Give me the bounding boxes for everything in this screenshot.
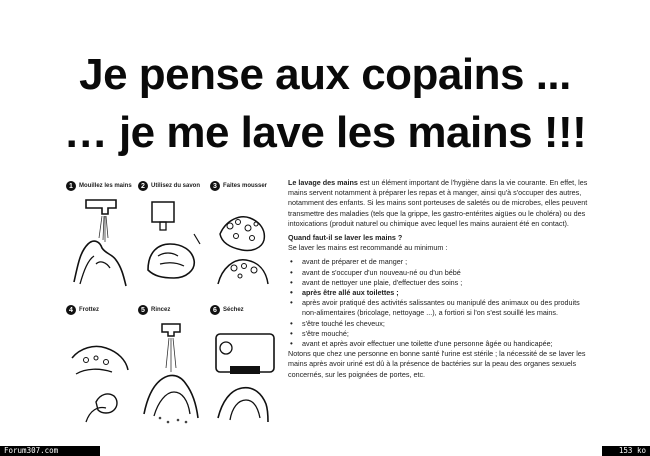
lather-icon	[210, 194, 280, 290]
step-5	[138, 304, 208, 428]
soap-icon	[138, 194, 208, 290]
step-3	[210, 180, 280, 290]
note-paragraph: Notons que chez une personne en bonne santé l'urine est stérile ; la nécessité de se laver les mains après avoir uriné est dû à la présence de bactéries sur la peau des organes sexuels concernés, sur les poignées de portes, etc.	[288, 349, 586, 379]
step-5-label: Rincez	[151, 307, 171, 313]
list-item: • avant de préparer et de manger ;	[288, 257, 588, 267]
list-item: • après être allé aux toilettes ;	[288, 288, 588, 298]
step-6-label: Séchez	[223, 307, 244, 313]
step-3-label: Faites mousser	[223, 183, 268, 189]
step-4-number: 4	[66, 305, 76, 315]
list-item: • avant de s'occuper d'un nouveau-né ou d'un bébé	[288, 268, 588, 278]
step-5-number: 5	[138, 305, 148, 315]
step-2	[138, 180, 208, 290]
list-item: • avant et après avoir effectuer une toilette d'une personne âgée ou handicapée;	[288, 339, 588, 349]
dry-icon	[210, 318, 280, 428]
list-item: • s'être touché les cheveux;	[288, 319, 588, 329]
handwashing-steps	[66, 180, 280, 438]
step-4	[66, 304, 136, 428]
step-6	[210, 304, 280, 428]
intro-paragraph	[288, 178, 588, 229]
info-text	[288, 178, 588, 380]
step-1-number: 1	[66, 181, 76, 191]
footer-file-size: 153 ko	[602, 446, 650, 456]
list-item: • après avoir pratiqué des activités salissantes ou manipulé des animaux ou des produits non-alimentaires (bricolage, nettoyage ...), a fortiori si l'on s'est souillé les mains.	[288, 298, 588, 318]
recommendation-subtitle: Se laver les mains est recommandé au minimum :	[288, 243, 448, 253]
list-item: • avant de nettoyer une plaie, d'effectuer des soins ;	[288, 278, 588, 288]
wet-hands-icon	[66, 194, 136, 290]
step-1-label: Mouillez les mains	[79, 183, 132, 189]
intro-rest: est un élément important de l'hygiène dans la vie courante. En effet, les mains servent notamment à préparer les repas et à manger, ainsi qu'à s'occuper des autres, notamment des enfants. Si les mains sont porteuses de saletés ou de microbes, elles peuvent transmettre des maladies (tels que la grippe, les gastro-entérites aigües ou le choléra) ou des intoxications (produit naturel ou chimique avec lequel les mains auraient été en contact).	[288, 178, 588, 228]
list-item: • s'être mouché;	[288, 329, 588, 339]
title-line-1: Je pense aux copains ...	[79, 50, 571, 99]
step-1	[66, 180, 136, 290]
step-4-label: Frottez	[79, 307, 99, 313]
step-2-number: 2	[138, 181, 148, 191]
step-6-number: 6	[210, 305, 220, 315]
footer-site-label: Forum307.com	[0, 446, 100, 456]
recommendation-list	[288, 257, 588, 349]
step-3-number: 3	[210, 181, 220, 191]
title-line-2: … je me lave les mains !!!	[63, 108, 587, 157]
question-heading: Quand faut-il se laver les mains ?	[288, 233, 403, 243]
rub-icon	[66, 318, 136, 428]
intro-bold: Le lavage des mains	[288, 178, 358, 187]
rinse-icon	[138, 318, 208, 428]
step-2-label: Utilisez du savon	[151, 183, 201, 189]
